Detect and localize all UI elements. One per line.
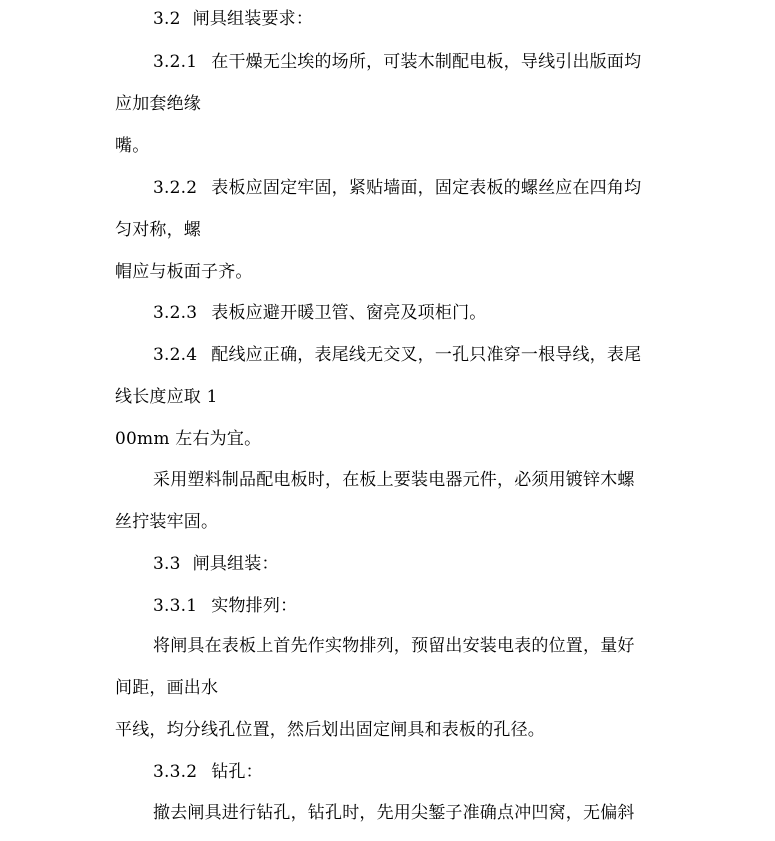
heading-3-3-1 xyxy=(153,596,297,616)
heading-3-3 xyxy=(153,554,279,574)
paragraph-line xyxy=(115,220,201,240)
section-number: 3.2.1 xyxy=(153,52,198,72)
section-title: 实物排列： xyxy=(211,596,298,616)
paragraph-line xyxy=(153,803,635,823)
paragraph-line xyxy=(115,136,149,156)
paragraph-text: 线长度应取 1 xyxy=(115,387,218,407)
paragraph-3-2-3 xyxy=(153,303,486,323)
paragraph-3-2-2 xyxy=(153,178,641,198)
paragraph-text: 间距，画出水 xyxy=(115,678,219,698)
paragraph-text: 00mm 左右为宜。 xyxy=(115,429,262,449)
paragraph-line xyxy=(115,720,545,740)
paragraph-text: 匀对称，螺 xyxy=(115,220,201,240)
paragraph-3-2-4 xyxy=(153,345,641,365)
heading-3-2 xyxy=(153,9,313,29)
section-number: 3.3 xyxy=(153,554,181,574)
paragraph-line xyxy=(153,636,635,656)
paragraph-text: 嘴。 xyxy=(115,136,150,156)
paragraph-line xyxy=(115,678,218,698)
paragraph-line xyxy=(115,512,218,532)
section-title: 钻孔： xyxy=(211,762,263,782)
section-title: 闸具组装： xyxy=(192,554,279,574)
paragraph-text: 配线应正确，表尾线无交叉，一孔只准穿一根导线，表尾 xyxy=(211,345,642,365)
paragraph-line xyxy=(115,94,201,114)
paragraph-text: 在干燥无尘埃的场所，可装木制配电板，导线引出版面均 xyxy=(211,52,642,72)
section-number: 3.3.1 xyxy=(153,596,198,616)
paragraph-text: 丝拧装牢固。 xyxy=(115,512,219,532)
paragraph-text: 应加套绝缘 xyxy=(115,94,201,114)
paragraph-text: 帽应与板面子齐。 xyxy=(115,262,253,282)
section-number: 3.2.3 xyxy=(153,303,198,323)
paragraph-text: 将闸具在表板上首先作实物排列，预留出安装电表的位置，量好 xyxy=(153,636,635,656)
paragraph-line xyxy=(115,429,261,449)
paragraph-text: 采用塑料制品配电板时，在板上要装电器元件，必须用镀锌木螺 xyxy=(153,470,635,490)
heading-3-3-2 xyxy=(153,762,263,782)
paragraph-line xyxy=(115,387,218,407)
paragraph-text: 表板应避开暖卫管、窗亮及项柜门。 xyxy=(211,303,487,323)
section-number: 3.2 xyxy=(153,9,181,29)
paragraph-3-2-1 xyxy=(153,52,641,72)
section-title: 闸具组装要求： xyxy=(192,9,314,29)
paragraph-text: 平线，均分线孔位置，然后划出固定闸具和表板的孔径。 xyxy=(115,720,545,740)
paragraph-line xyxy=(115,262,253,282)
section-number: 3.2.4 xyxy=(153,345,198,365)
section-number: 3.2.2 xyxy=(153,178,198,198)
paragraph-text: 表板应固定牢固，紧贴墙面，固定表板的螺丝应在四角均 xyxy=(211,178,642,198)
paragraph-line xyxy=(153,470,635,490)
section-number: 3.3.2 xyxy=(153,762,198,782)
paragraph-text: 撤去闸具进行钻孔，钻孔时，先用尖錾子准确点冲凹窝，无偏斜 xyxy=(153,803,635,823)
